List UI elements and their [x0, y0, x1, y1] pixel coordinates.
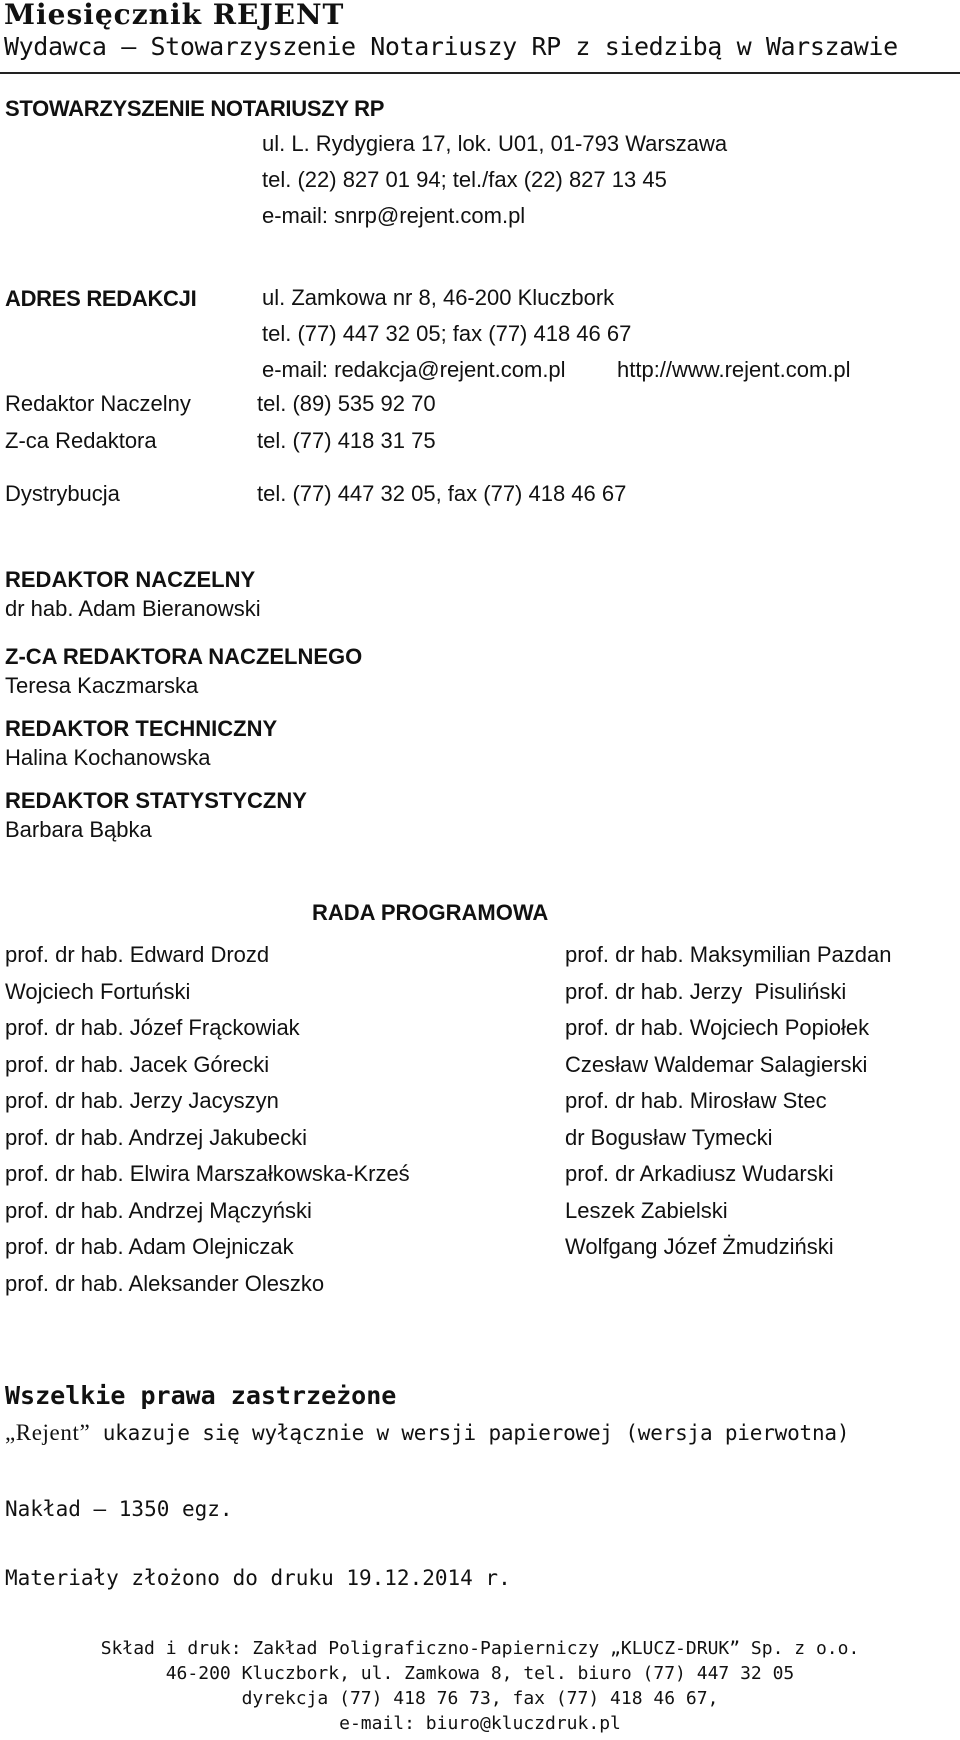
editor-role: Z-CA REDAKTORA NACZELNEGO [5, 644, 363, 669]
contact-value-editor-in-chief: tel. (89) 535 92 70 [257, 391, 436, 416]
association-email: e-mail: snrp@rejent.com.pl [262, 203, 526, 228]
editor-name: Halina Kochanowska [5, 745, 211, 770]
board-member: dr Bogusław Tymecki [565, 1124, 773, 1150]
board-member: prof. dr hab. Maksymilian Pazdan [565, 942, 892, 967]
printer-email: e-mail: biuro@kluczdruk.pl [339, 1713, 621, 1734]
printer-line: 46-200 Kluczbork, ul. Zamkowa 8, tel. biuro (77) 447 32 05 [165, 1663, 795, 1684]
program-board-title: RADA PROGRAMOWA [312, 900, 549, 925]
editor-role: REDAKTOR STATYSTYCZNY [5, 788, 307, 813]
editorial-office-email: e-mail: redakcja@rejent.com.pl [262, 357, 566, 382]
contact-label-distribution: Dystrybucja [5, 481, 120, 506]
association-phone: tel. (22) 827 01 94; tel./fax (22) 827 13 45 [262, 167, 667, 192]
program-board-left-column [5, 937, 410, 1302]
board-member: Leszek Zabielski [565, 1197, 728, 1223]
board-member: prof. dr hab. Jerzy Pisuliński [565, 978, 847, 1004]
printer-line: dyrekcja (77) 418 76 73, fax (77) 418 46 67, [241, 1688, 719, 1709]
board-member: prof. dr hab. Jerzy Jacyszyn [5, 1088, 279, 1113]
rights-title: Wszelkie prawa zastrzeżone [5, 1381, 397, 1410]
contact-value-deputy-editor: tel. (77) 418 31 75 [257, 428, 436, 453]
board-member: prof. dr hab. Józef Frąckowiak [5, 1015, 300, 1040]
editor-name: Teresa Kaczmarska [5, 673, 199, 698]
board-member: prof. dr hab. Wojciech Popiołek [565, 1015, 870, 1040]
board-member: prof. dr Arkadiusz Wudarski [565, 1161, 834, 1186]
board-member: Wolfgang Józef Żmudziński [565, 1234, 834, 1259]
printer-line: Skład i druk: Zakład Poligraficzno-Papierniczy „KLUCZ-DRUK” Sp. z o.o. [100, 1638, 860, 1659]
board-member: Wojciech Fortuński [5, 978, 191, 1004]
rights-statement [5, 1420, 849, 1446]
contact-label-editor-in-chief: Redaktor Naczelny [5, 391, 191, 416]
circulation: Nakład – 1350 egz. [5, 1497, 233, 1521]
program-board-right-column [565, 937, 892, 1266]
contact-label-deputy-editor: Z-ca Redaktora [5, 428, 157, 453]
board-member: prof. dr hab. Edward Drozd [5, 942, 270, 967]
board-member: prof. dr hab. Aleksander Oleszko [5, 1270, 325, 1296]
publication-name: „Rejent” [5, 1420, 91, 1445]
masthead-divider [0, 72, 960, 74]
editorial-office-label: ADRES REDAKCJI [5, 286, 197, 311]
board-member: prof. dr hab. Mirosław Stec [565, 1088, 827, 1113]
masthead-publisher: Wydawca – Stowarzyszenie Notariuszy RP z siedzibą w Warszawie [4, 32, 898, 61]
board-member: prof. dr hab. Adam Olejniczak [5, 1234, 294, 1259]
contact-value-distribution: tel. (77) 447 32 05, fax (77) 418 46 67 [257, 481, 627, 506]
editorial-office-website-link[interactable]: http://www.rejent.com.pl [617, 357, 851, 382]
rights-statement-text: ukazuje się wyłącznie w wersji papierowej (wersja pierwotna) [90, 1421, 850, 1445]
editorial-office-address: ul. Zamkowa nr 8, 46-200 Kluczbork [262, 285, 615, 310]
board-member: Czesław Waldemar Salagierski [565, 1051, 868, 1077]
masthead-title: Miesięcznik REJENT [4, 0, 345, 31]
editor-role: REDAKTOR NACZELNY [5, 567, 256, 592]
editor-role: REDAKTOR TECHNICZNY [5, 716, 278, 741]
board-member: prof. dr hab. Elwira Marszałkowska-Krześ [5, 1161, 410, 1186]
board-member: prof. dr hab. Andrzej Jakubecki [5, 1124, 308, 1150]
board-member: prof. dr hab. Jacek Górecki [5, 1051, 270, 1077]
board-member: prof. dr hab. Andrzej Mączyński [5, 1197, 312, 1223]
editor-name: dr hab. Adam Bieranowski [5, 596, 261, 621]
association-address: ul. L. Rydygiera 17, lok. U01, 01-793 Warszawa [262, 131, 728, 156]
printer-info [0, 1636, 960, 1736]
editor-name: Barbara Bąbka [5, 817, 152, 842]
association-name: STOWARZYSZENIE NOTARIUSZY RP [5, 96, 385, 121]
print-date: Materiały złożono do druku 19.12.2014 r. [5, 1566, 511, 1590]
editorial-office-phone: tel. (77) 447 32 05; fax (77) 418 46 67 [262, 321, 632, 346]
